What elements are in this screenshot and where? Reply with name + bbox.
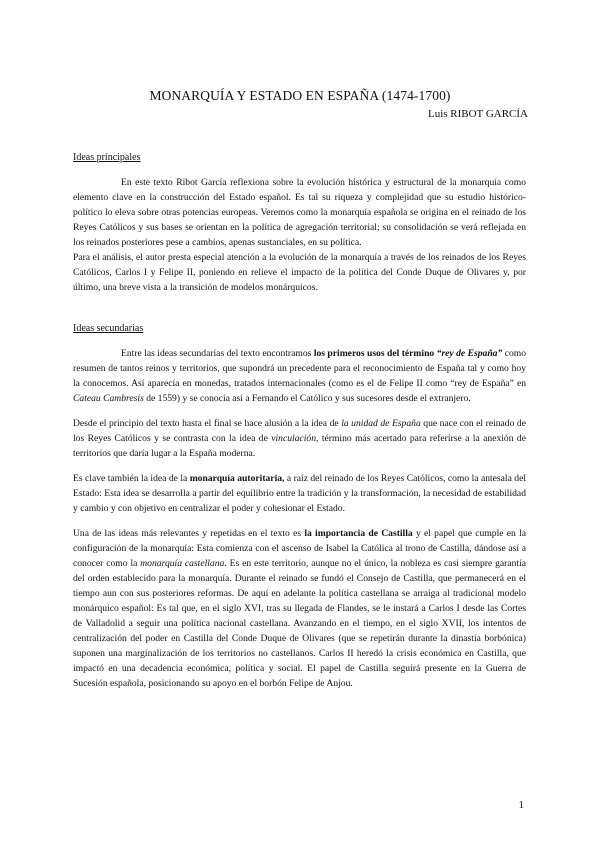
text-run: como resumen de tantos reinos y territorios, que supondrá un precedente para el reconocimiento de España tal y como hoy la conocemos. Así aparecía en monedas, tratados internacionales (como es el de Felipe II como “rey de España” en (73, 348, 527, 389)
bold-run: la importancia de Castilla (304, 528, 413, 539)
italic-run: Cateau Cambresis (73, 393, 144, 404)
text-run: , término más acertado para referirse a la anexión de territorios que daría lugar a la España moderna. (73, 433, 526, 459)
paragraph-secondary-4 (73, 526, 526, 691)
italic-run: la unidad de España (341, 418, 421, 429)
text-run: Una de las ideas más relevantes y repetidas en el texto es (73, 528, 305, 539)
paragraph-secondary-3 (73, 471, 526, 516)
bold-run: monarquía autoritaria, (189, 473, 285, 484)
document-title: MONARQUÍA Y ESTADO EN ESPAÑA (1474-1700) (149, 88, 451, 103)
text-run: de 1559) y se conocía así a Fernando el Católico y sus sucesores desde el extranjero. (143, 393, 471, 404)
italic-run: monarquía castellana (140, 558, 225, 569)
paragraph-main-2: Para el análisis, el autor presta especial atención a la evolución de la monarquía a través de los reinados de los Reyes Católicos, Carlos I y Felipe II, poniendo en relieve el impacto de la política del Conde Duque de Olivares y, por último, una breve vista a la transición de modelos monárquicos. (73, 252, 526, 293)
section-heading-main-ideas: Ideas principales (73, 152, 141, 163)
text-run: Entre las ideas secundarias del texto encontramos (121, 348, 314, 359)
document-body (73, 150, 526, 691)
section-heading-secondary-ideas: Ideas secundarias (73, 323, 144, 334)
paragraph-secondary-2 (73, 416, 526, 461)
author-name: Luis RIBOT GARCÍA (427, 108, 528, 120)
text-run: y el papel que cumple en la configuración de la monarquía: Esta comienza con el ascenso de Isabel la Católica al trono de Castilla, dándose así a conocer como la (73, 528, 527, 569)
text-run: . Es en este territorio, aunque no el único, la nobleza es casi siempre garantía del orden establecido para la monarquía. Durante el reinado se fundó el Consejo de Castilla, que permanecerá en el tiempo aun con sus posteriores reformas. De aquí en adelante la política castellana se arraiga al tradicional modelo monárquico español: Es tal que, en el siglo XVI, tras su llegada de Flandes, se le instará a Carlos I desde las Cortes de Valladolid a seguir una política nacional castellana. Avanzando en el tiempo, en el siglo XVII, los intentos de centralización del poder en Castilla del Conde Duque de Olivares (que se repetirán durante la dinastía borbónica) suponen una marginalización de los territorios no castellanos. Carlos II heredó la crisis económica en Castilla, que impactó en una decadencia económica, política y social. El papel de Castilla seguirá presente en la Guerra de Sucesión española, posicionando su apoyo en el borbón Felipe de Anjou. (73, 558, 526, 689)
text-run: Desde el principio del texto hasta el final se hace alusión a la idea de (73, 418, 342, 429)
paragraph-main-1: En este texto Ribot García reflexiona sobre la evolución histórica y estructural de la monarquía como elemento clave en la construcción del Estado español. Es tal su riqueza y complejidad que su estudio histórico-político lo eleva sobre otras potencias europeas. Veremos como la monarquía española se origina en el reinado de los Reyes Católicos y sus bases se orientan en la política de agregación territorial; su consolidación se verá reflejada en los reinados posteriores pese a cambios, apenas sustanciales, en su política. (73, 177, 526, 248)
text-run: Es clave también la idea de la (73, 473, 190, 484)
bold-run: los primeros usos del término (313, 348, 437, 359)
text-run: a raíz del reinado de los Reyes Católicos, como la antesala del Estado: Esta idea se desarrolla a partir del equilibrio entre la tradición y la transformación, la necesidad de estabilidad y cambio y con objetivo en centralizar el poder y cohesionar el Estado. (73, 473, 527, 514)
italic-run: vinculación (271, 433, 317, 444)
page-number: 1 (518, 799, 524, 811)
text-run: que nace con el reinado de los Reyes Católicos y se contrasta con la idea de (73, 418, 526, 444)
bold-italic-run: “rey de España” (436, 348, 503, 359)
paragraph-secondary-1 (73, 346, 526, 406)
